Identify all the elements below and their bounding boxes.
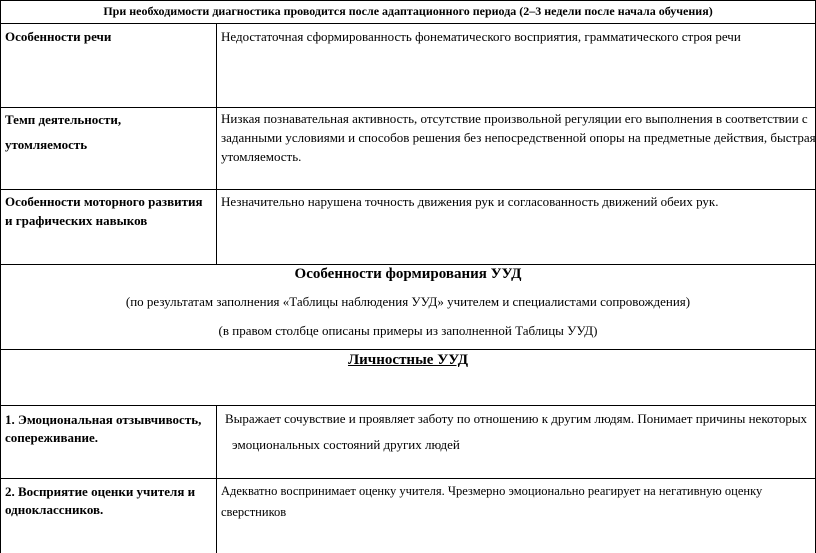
uud-row-label: сопереживание.	[5, 430, 98, 445]
uud-section-heading: Особенности формирования УУД	[294, 266, 522, 282]
row-value-tempo: заданными условиями и способов решения без непосредственной опоры на предметные действия, быстрая	[221, 130, 816, 145]
row-divider	[0, 189, 816, 190]
uud-section-note: (в правом столбце описаны примеры из заполненной Таблицы УУД)	[218, 323, 598, 338]
column-divider	[216, 405, 217, 553]
uud-row-value: эмоциональных состояний других людей	[232, 437, 460, 452]
uud-row-label: 1. Эмоциональная отзывчивость,	[5, 412, 202, 427]
row-divider	[0, 478, 816, 479]
row-value-motor: Незначительно нарушена точность движения рук и согласованность движений обеих рук.	[221, 194, 719, 209]
uud-row-label: одноклассников.	[5, 502, 104, 517]
row-label-speech: Особенности речи	[5, 29, 112, 44]
row-label-tempo: утомляемость	[5, 137, 88, 152]
row-value-tempo: утомляемость.	[221, 149, 302, 164]
uud-row-value: Адекватно воспринимает оценку учителя. Чрезмерно эмоционально реагирует на негативную оценку сверстников	[221, 484, 763, 519]
row-divider	[0, 23, 816, 24]
table-header-title: При необходимости диагностика проводится после адаптационного периода (2–3 недели после начала обучения)	[103, 4, 713, 18]
uud-row-value: Выражает сочувствие и проявляет заботу по отношению к другим людям. Понимает причины некоторых	[225, 411, 808, 426]
row-value-tempo: Низкая познавательная активность, отсутствие произвольной регуляции его выполнения в соответствии с	[221, 111, 808, 126]
row-label-motor: Особенности моторного развития	[5, 194, 203, 209]
personal-uud-heading: Личностные УУД	[347, 352, 469, 368]
row-divider	[0, 405, 816, 406]
uud-section-note: (по результатам заполнения «Таблицы наблюдения УУД» учителем и специалистами сопровождения)	[125, 294, 691, 309]
column-divider	[216, 23, 217, 264]
row-label-motor: и графических навыков	[5, 213, 148, 228]
row-value-speech: Недостаточная сформированность фонематического восприятия, грамматического строя речи	[221, 29, 741, 44]
uud-row-label: 2. Восприятие оценки учителя и	[5, 484, 196, 499]
row-label-tempo: Темп деятельности,	[5, 112, 122, 127]
